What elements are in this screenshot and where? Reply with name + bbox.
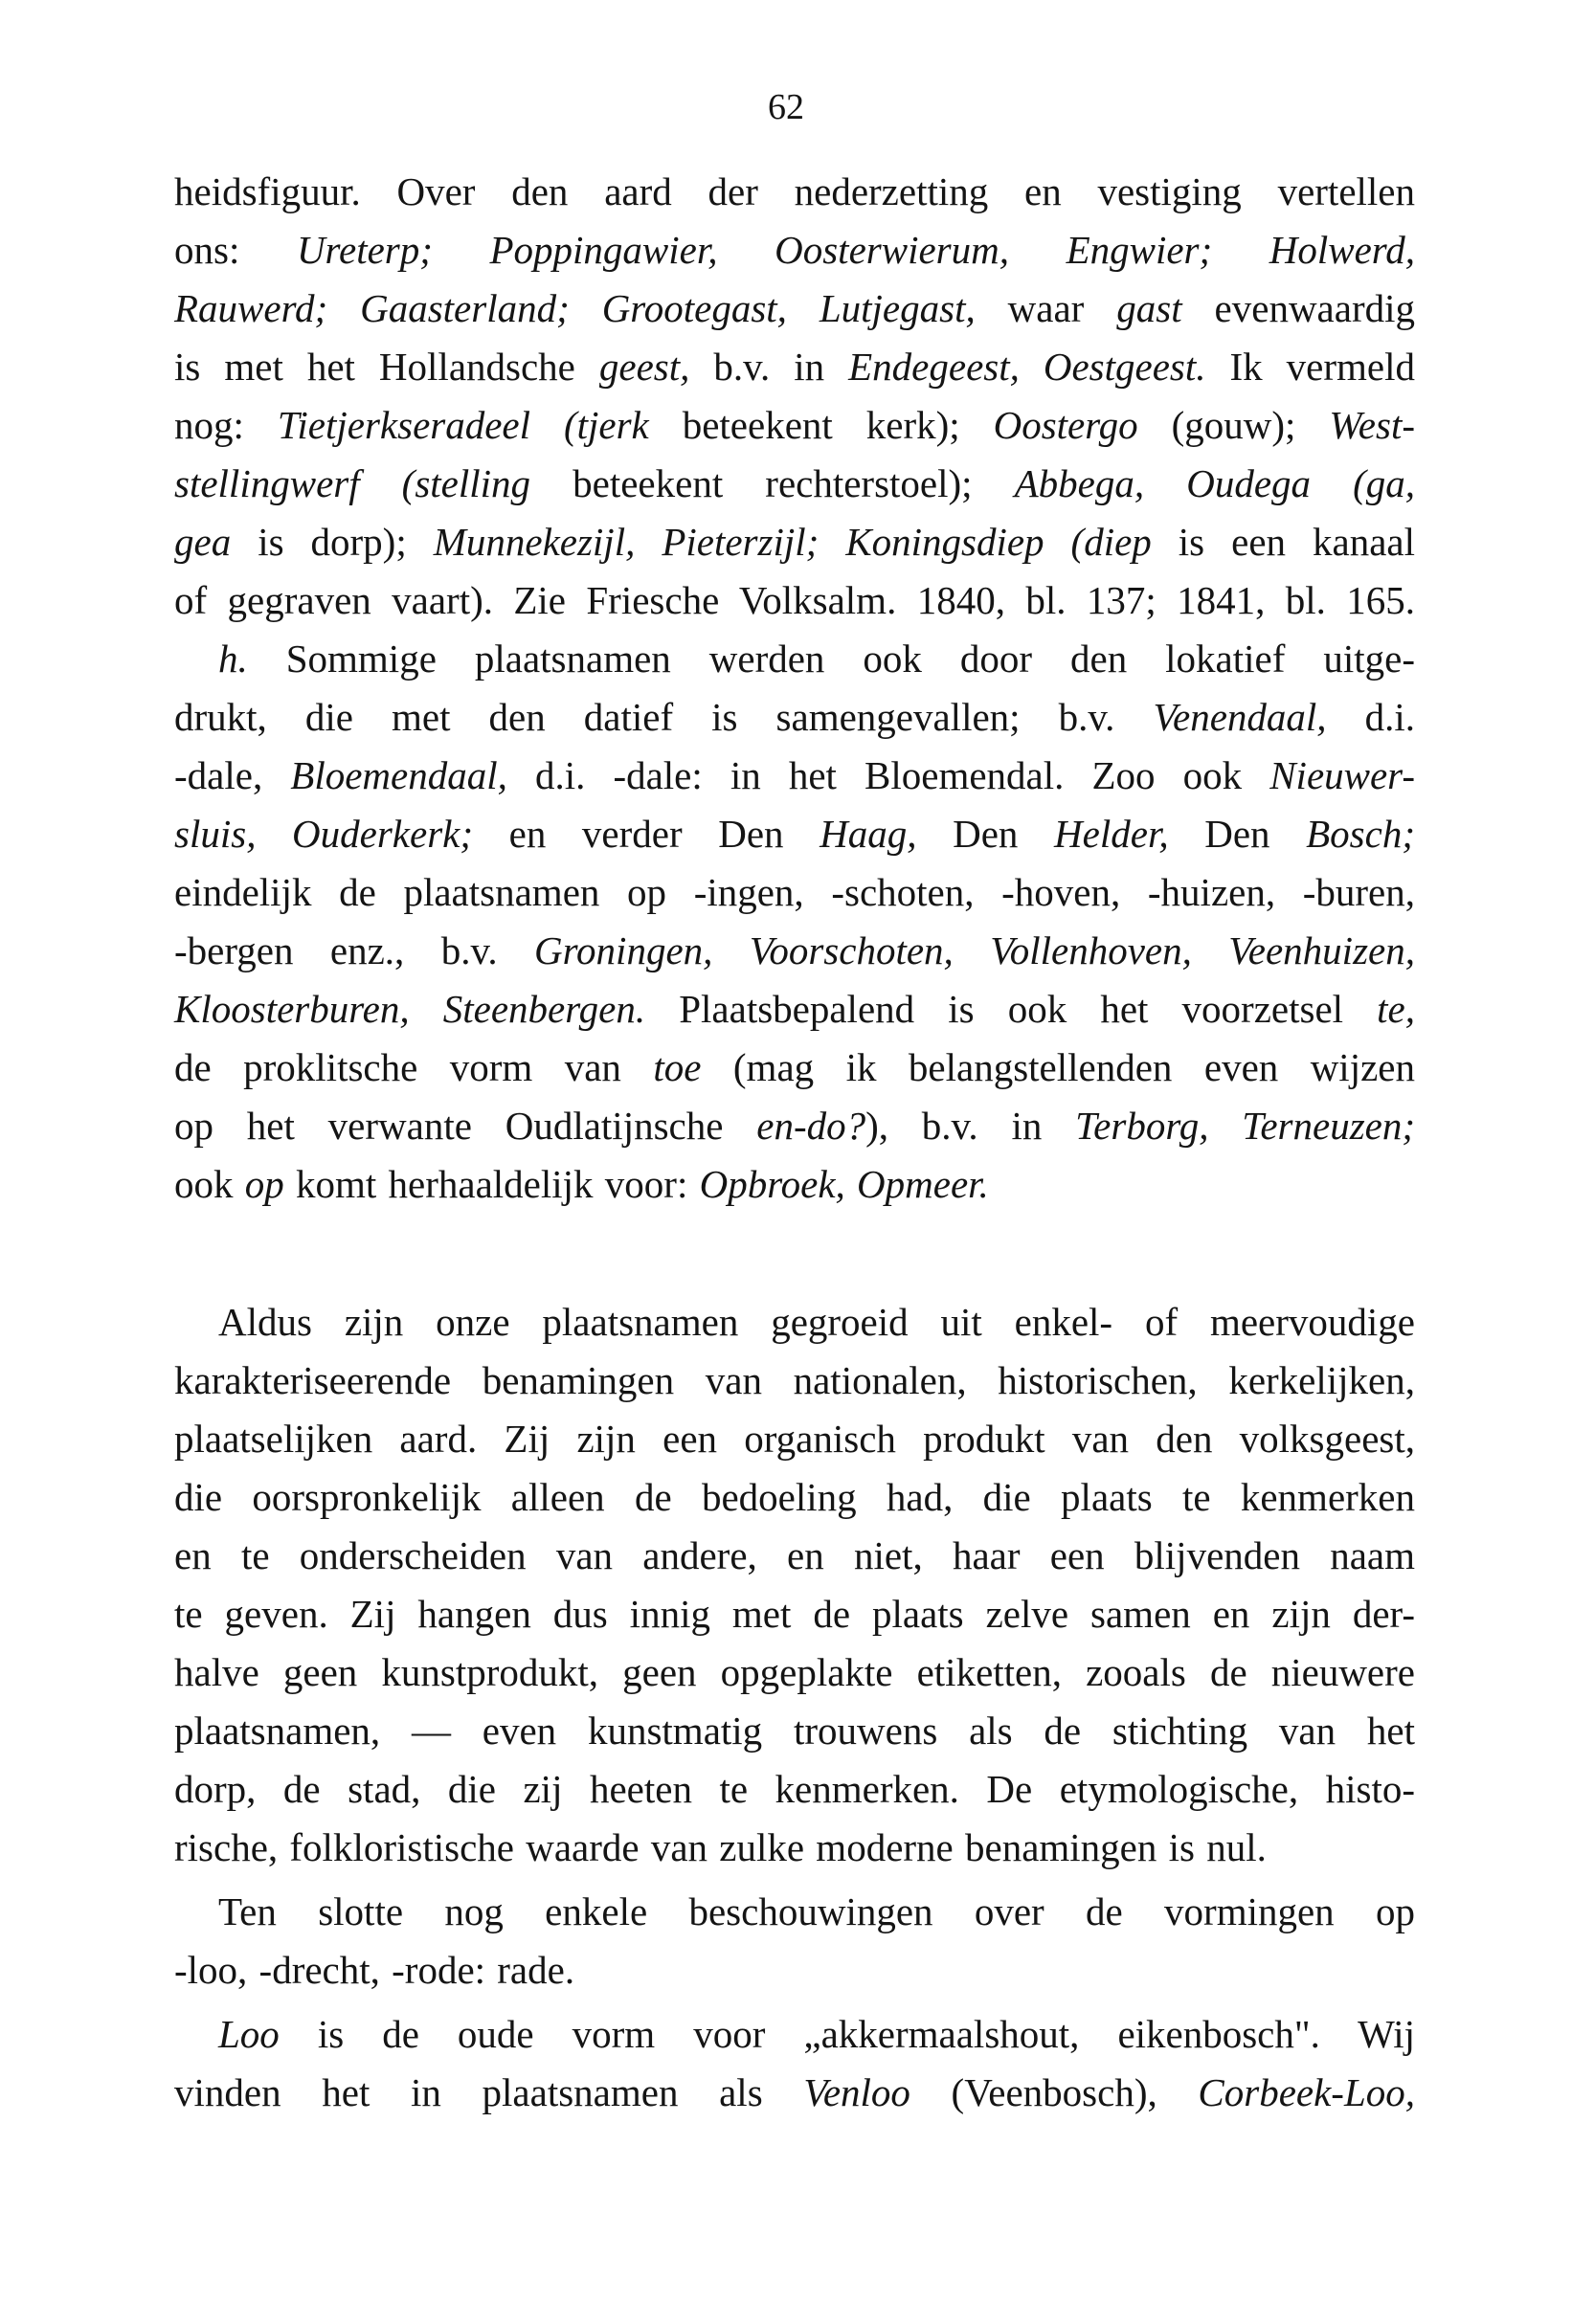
text-line: Kloosterburen, Steenbergen. Plaatsbepalend is ook het voorzetsel te,: [174, 987, 1415, 1031]
text-line: plaatsnamen, — even kunstmatig trouwens als de stichting van het: [174, 1709, 1415, 1753]
text-line: h. Sommige plaatsnamen werden ook door den lokatief uitge-: [218, 637, 1415, 681]
paragraph: [174, 1293, 1415, 1877]
paragraph: [174, 1883, 1415, 2000]
text-line: nog: Tietjerkseradeel (tjerk beteekent kerk); Oostergo (gouw); West-: [174, 403, 1415, 447]
text-line: dorp, de stad, die zij heeten te kenmerken. De etymologische, histo-: [174, 1767, 1415, 1811]
text-line: heidsfiguur. Over den aard der nederzetting en vestiging vertellen: [174, 169, 1415, 213]
text-line: op het verwante Oudlatijnsche en-do?), b.v. in Terborg, Terneuzen;: [174, 1104, 1416, 1148]
text-line: de proklitsche vorm van toe (mag ik belangstellenden even wijzen: [174, 1045, 1415, 1089]
text-line: rische, folkloristische waarde van zulke moderne benamingen is nul.: [174, 1825, 1267, 1869]
text-line: gea is dorp); Munnekezijl, Pieterzijl; Koningsdiep (diep is een kanaal: [174, 520, 1415, 564]
text-line: drukt, die met den datief is samengevallen; b.v. Venendaal, d.i.: [174, 695, 1415, 739]
paragraph: [174, 630, 1415, 1214]
text-line: ook op komt herhaaldelijk voor: Opbroek, Opmeer.: [174, 1162, 989, 1206]
text-line: of gegraven vaart). Zie Friesche Volksalm. 1840, bl. 137; 1841, bl. 165.: [174, 578, 1415, 622]
text-line: Rauwerd; Gaasterland; Grootegast, Lutjegast, waar gast evenwaardig: [174, 286, 1415, 330]
body-text: [174, 163, 1415, 2122]
section-gap: [174, 1214, 1415, 1293]
text-line: ons: Ureterp; Poppingawier, Oosterwierum, Engwier; Holwerd,: [174, 228, 1415, 272]
text-line: Loo is de oude vorm voor „akkermaalshout, eikenbosch". Wij: [218, 2012, 1415, 2056]
text-line: -bergen enz., b.v. Groningen, Voorschoten, Vollenhoven, Veenhuizen,: [174, 928, 1415, 972]
text-line: -dale, Bloemendaal, d.i. -dale: in het Bloemendal. Zoo ook Nieuwer-: [174, 753, 1415, 797]
text-line: die oorspronkelijk alleen de bedoeling had, die plaats te kenmerken: [174, 1475, 1415, 1519]
text-line: sluis, Ouderkerk; en verder Den Haag, Den Helder, Den Bosch;: [174, 812, 1415, 856]
text-line: Ten slotte nog enkele beschouwingen over de vormingen op: [218, 1889, 1415, 1933]
page-number: 62: [768, 87, 804, 127]
paragraph: [174, 163, 1415, 630]
text-line: eindelijk de plaatsnamen op -ingen, -schoten, -hoven, -huizen, -buren,: [174, 870, 1415, 914]
text-line: en te onderscheiden van andere, en niet, haar een blijvenden naam: [174, 1533, 1415, 1577]
text-line: vinden het in plaatsnamen als Venloo (Veenbosch), Corbeek-Loo,: [174, 2070, 1415, 2114]
text-line: plaatselijken aard. Zij zijn een organisch produkt van den volksgeest,: [174, 1417, 1415, 1461]
text-line: halve geen kunstprodukt, geen opgeplakte etiketten, zooals de nieuwere: [174, 1650, 1415, 1694]
text-line: is met het Hollandsche geest, b.v. in Endegeest, Oestgeest. Ik vermeld: [174, 345, 1416, 389]
text-line: karakteriseerende benamingen van nationalen, historischen, kerkelijken,: [174, 1358, 1415, 1402]
text-line: Aldus zijn onze plaatsnamen gegroeid uit enkel- of meervoudige: [218, 1300, 1415, 1344]
text-line: te geven. Zij hangen dus innig met de plaats zelve samen en zijn der-: [174, 1592, 1415, 1636]
text-line: -loo, -drecht, -rode: rade.: [174, 1948, 575, 1992]
paragraph: [174, 2005, 1415, 2122]
text-line: stellingwerf (stelling beteekent rechterstoel); Abbega, Oudega (ga,: [174, 461, 1415, 505]
